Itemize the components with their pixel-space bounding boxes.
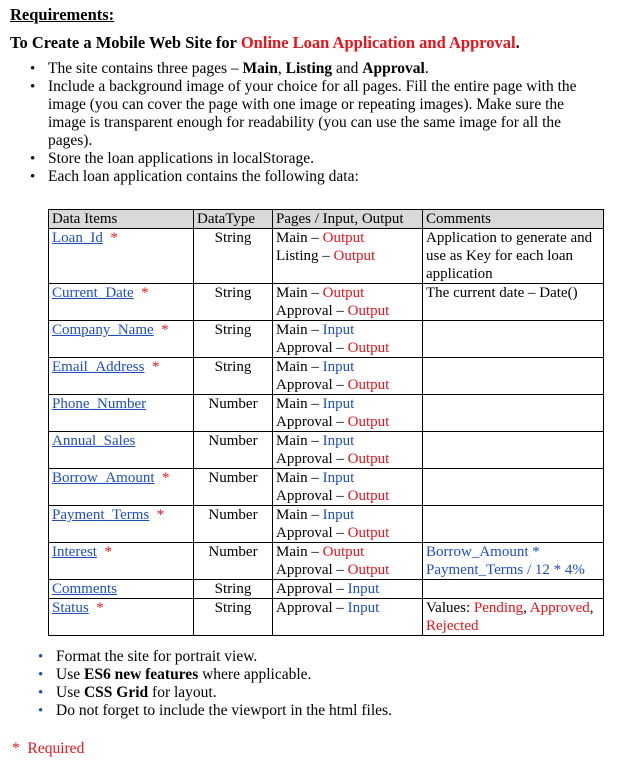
cell-data-item (49, 506, 194, 543)
cell-data-item (49, 599, 194, 636)
data-item-name: Phone_Number (52, 396, 147, 412)
cell-comments (423, 395, 604, 432)
bullet-text: Include a background image of your choice for all pages. Fill the entire page with the image (you can cover the page with one image or repeating images). Make sure the image is transparent enough for readability (you can use the same image for all the pages). (48, 78, 577, 149)
io-value: Input (322, 322, 355, 338)
table-row (49, 580, 604, 599)
cell-pages (273, 580, 423, 599)
table-body (49, 229, 604, 636)
io-value: Output (347, 303, 390, 319)
page-io-line (276, 543, 419, 561)
page-io-line (276, 432, 419, 450)
cell-data-item (49, 432, 194, 469)
cell-data-item (49, 229, 194, 284)
bullet-text: Store the loan applications in localStorage. (48, 150, 315, 167)
header-pages: Pages / Input, Output (273, 210, 423, 229)
io-value: Output (347, 340, 390, 356)
page-io-line (276, 506, 419, 524)
cell-pages (273, 358, 423, 395)
cell-comments (423, 432, 604, 469)
comment-text: , (523, 600, 530, 616)
comment-text: Application to generate and use as Key for each loan application (426, 230, 593, 282)
table-row (49, 284, 604, 321)
page-io-line (276, 247, 419, 265)
table-row (49, 358, 604, 395)
page-name: Approval – (276, 562, 348, 578)
bullet-text: for layout. (148, 684, 217, 701)
page-name: Main – (276, 359, 323, 375)
table-row (49, 229, 604, 284)
comment-text: Rejected (426, 618, 479, 634)
io-value: Input (322, 507, 355, 523)
comment-text: Approved (529, 600, 590, 616)
data-items-table (48, 209, 604, 636)
cell-datatype: Number (194, 506, 273, 543)
page-name: Approval – (276, 581, 348, 597)
subheading-suffix: . (515, 33, 520, 52)
comment-text: The current date – Date() (426, 285, 578, 301)
io-value: Input (347, 600, 380, 616)
io-value: Output (322, 230, 365, 246)
page-name: Main – (276, 396, 323, 412)
comment-text: Values: (426, 600, 474, 616)
bullet-text: Main (242, 60, 278, 77)
data-item-name: Comments (52, 581, 118, 597)
bullet-text: The site contains three pages – (48, 60, 243, 77)
bullet-item (38, 702, 598, 720)
bullet-item (30, 168, 605, 186)
io-value: Output (347, 377, 390, 393)
page-name: Listing – (276, 248, 334, 264)
cell-datatype: String (194, 229, 273, 284)
cell-comments (423, 506, 604, 543)
required-star: * (102, 230, 118, 246)
bullet-text: Use (56, 666, 84, 683)
comment-text: Pending (473, 600, 524, 616)
io-value: Input (322, 433, 355, 449)
subheading (10, 34, 520, 52)
cell-pages (273, 395, 423, 432)
page-name: Main – (276, 322, 323, 338)
page-name: Approval – (276, 414, 348, 430)
io-value: Input (322, 396, 355, 412)
required-star: * (149, 507, 165, 523)
data-item-name: Email_Address (52, 359, 145, 375)
page-io-line (276, 395, 419, 413)
cell-data-item (49, 321, 194, 358)
io-value: Input (322, 470, 355, 486)
io-value: Input (347, 581, 380, 597)
cell-comments (423, 580, 604, 599)
bullet-item (38, 666, 598, 684)
cell-comments (423, 284, 604, 321)
comment-text: Borrow_Amount * Payment_Terms / 12 * 4% (426, 544, 585, 578)
cell-datatype: Number (194, 543, 273, 580)
subheading-highlight: Online Loan Application and Approval (240, 33, 516, 52)
required-star: * (144, 359, 160, 375)
data-item-name: Interest (52, 544, 97, 560)
cell-pages (273, 284, 423, 321)
bullet-text: where applicable. (198, 666, 312, 683)
cell-pages (273, 469, 423, 506)
required-star: * (12, 740, 20, 757)
cell-comments (423, 543, 604, 580)
bullet-text: Each loan application contains the following data: (48, 168, 359, 185)
io-value: Output (322, 285, 365, 301)
cell-comments (423, 599, 604, 636)
io-value: Output (347, 525, 390, 541)
bullet-text: ES6 new features (83, 666, 199, 683)
cell-data-item (49, 358, 194, 395)
page-io-line (276, 229, 419, 247)
header-data-items: Data Items (49, 210, 194, 229)
bullet-text: Approval (362, 60, 425, 77)
cell-datatype: String (194, 358, 273, 395)
page-name: Main – (276, 230, 323, 246)
page-io-line (276, 487, 419, 505)
page-io-line (276, 413, 419, 431)
data-item-name: Annual_Sales (52, 433, 136, 449)
page-name: Main – (276, 285, 323, 301)
io-value: Input (322, 359, 355, 375)
cell-datatype: String (194, 284, 273, 321)
io-value: Output (347, 562, 390, 578)
page-name: Main – (276, 544, 323, 560)
cell-datatype: Number (194, 395, 273, 432)
bullet-text: Use (56, 684, 84, 701)
top-bullet-list (30, 60, 605, 186)
bullet-text: Format the site for portrait view. (56, 648, 258, 665)
cell-datatype: String (194, 321, 273, 358)
cell-pages (273, 229, 423, 284)
bullet-item (30, 78, 605, 150)
page-name: Approval – (276, 340, 348, 356)
page-io-line (276, 524, 419, 542)
data-item-name: Loan_Id (52, 230, 103, 246)
required-star: * (88, 600, 104, 616)
bullet-item (38, 648, 598, 666)
bullet-item (30, 150, 605, 168)
data-item-name: Payment_Terms (52, 507, 150, 523)
cell-data-item (49, 284, 194, 321)
header-datatype: DataType (194, 210, 273, 229)
cell-datatype: Number (194, 469, 273, 506)
page-io-line (276, 358, 419, 376)
bullet-text: . (424, 60, 429, 77)
cell-data-item (49, 580, 194, 599)
io-value: Output (347, 414, 390, 430)
bullet-text: Listing (285, 60, 333, 77)
page-io-line (276, 284, 419, 302)
page-io-line (276, 321, 419, 339)
cell-comments (423, 469, 604, 506)
table-row (49, 469, 604, 506)
io-value: Output (347, 488, 390, 504)
bullet-text: Do not forget to include the viewport in the html files. (56, 702, 392, 719)
cell-comments (423, 229, 604, 284)
bullet-item (30, 60, 605, 78)
table-row (49, 395, 604, 432)
page-io-line (276, 302, 419, 320)
page-name: Main – (276, 470, 323, 486)
required-label: Required (27, 740, 85, 757)
bullet-text: CSS Grid (83, 684, 149, 701)
required-footnote (12, 740, 84, 758)
page-io-line (276, 339, 419, 357)
page-name: Approval – (276, 525, 348, 541)
bullet-text: , (277, 60, 286, 77)
comment-text: , (589, 600, 594, 616)
cell-datatype: String (194, 599, 273, 636)
subheading-prefix: To Create a Mobile Web Site for (10, 33, 241, 52)
cell-pages (273, 543, 423, 580)
required-star: * (133, 285, 149, 301)
io-value: Output (333, 248, 376, 264)
cell-comments (423, 321, 604, 358)
page-name: Approval – (276, 488, 348, 504)
cell-datatype: Number (194, 432, 273, 469)
cell-data-item (49, 543, 194, 580)
bullet-text: and (332, 60, 363, 77)
page-io-line (276, 599, 419, 617)
requirements-heading: Requirements: (10, 5, 115, 24)
page-name: Approval – (276, 377, 348, 393)
table-row (49, 506, 604, 543)
page-name: Approval – (276, 600, 348, 616)
required-star: * (153, 322, 169, 338)
data-item-name: Company_Name (52, 322, 154, 338)
page-name: Main – (276, 507, 323, 523)
page-name: Main – (276, 433, 323, 449)
page-io-line (276, 469, 419, 487)
data-item-name: Current_Date (52, 285, 134, 301)
cell-datatype: String (194, 580, 273, 599)
cell-data-item (49, 395, 194, 432)
required-star: * (96, 544, 112, 560)
table-header-row (49, 210, 604, 229)
io-value: Output (322, 544, 365, 560)
page-name: Approval – (276, 303, 348, 319)
cell-pages (273, 599, 423, 636)
cell-pages (273, 321, 423, 358)
page-name: Approval – (276, 451, 348, 467)
cell-data-item (49, 469, 194, 506)
header-comments: Comments (423, 210, 604, 229)
page-io-line (276, 580, 419, 598)
table-row (49, 543, 604, 580)
cell-pages (273, 506, 423, 543)
table-row (49, 432, 604, 469)
page-io-line (276, 450, 419, 468)
data-item-name: Status (52, 600, 89, 616)
bottom-bullet-list (38, 648, 598, 720)
data-item-name: Borrow_Amount (52, 470, 155, 486)
page-io-line (276, 561, 419, 579)
page-io-line (276, 376, 419, 394)
required-star: * (154, 470, 170, 486)
cell-comments (423, 358, 604, 395)
table-row (49, 599, 604, 636)
cell-pages (273, 432, 423, 469)
table-row (49, 321, 604, 358)
bullet-item (38, 684, 598, 702)
io-value: Output (347, 451, 390, 467)
